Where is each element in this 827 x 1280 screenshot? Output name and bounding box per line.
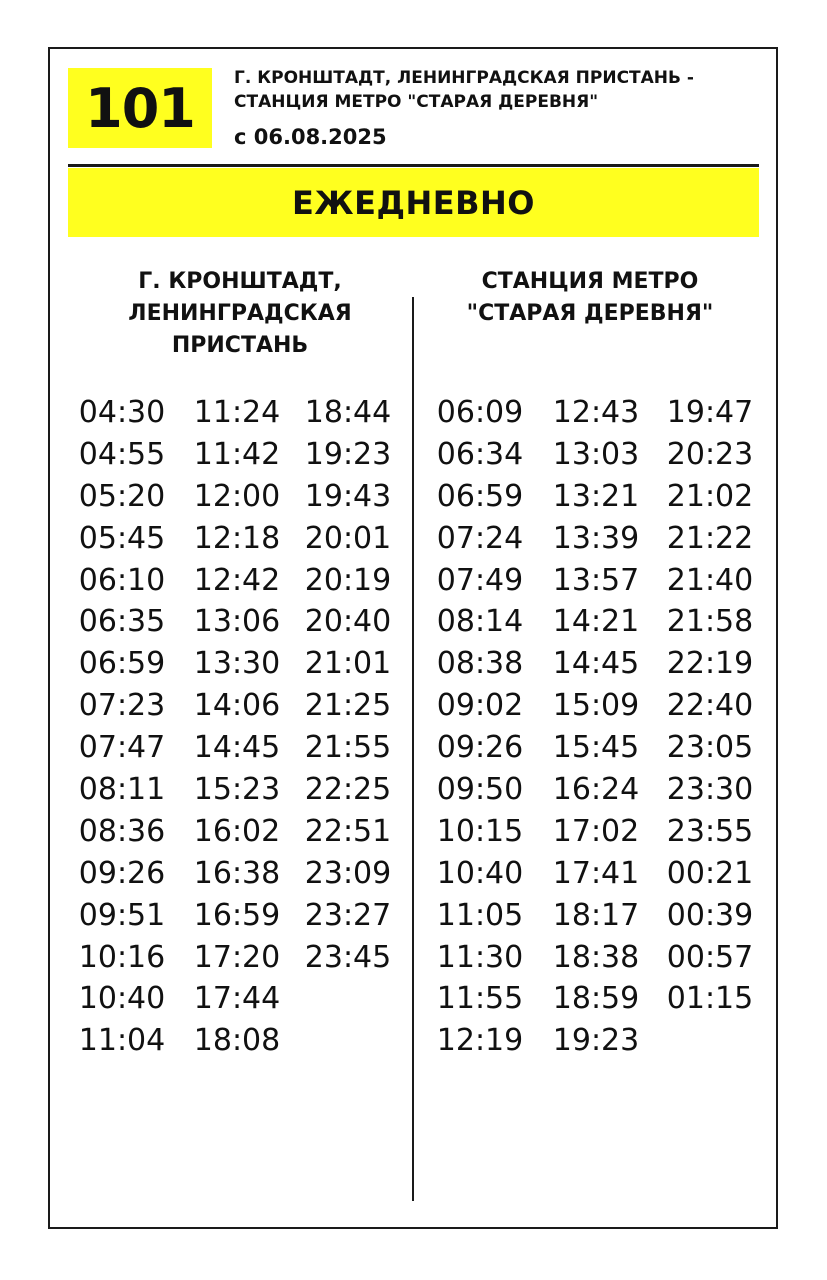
departure-time: 11:05 — [436, 897, 524, 933]
direction-heading-line: ЛЕНИНГРАДСКАЯ — [128, 301, 352, 326]
departure-time: 13:57 — [552, 562, 640, 598]
departure-time: 21:25 — [304, 688, 392, 724]
departure-time: 23:05 — [666, 730, 754, 766]
departure-time: 18:38 — [552, 939, 640, 975]
departure-time: 12:42 — [193, 562, 281, 598]
departure-time: 22:19 — [666, 646, 754, 682]
days-label: ЕЖЕДНЕВНО — [292, 183, 535, 222]
departure-time: 06:59 — [436, 478, 524, 514]
departure-time: 12:19 — [436, 1023, 524, 1059]
departure-time: 13:30 — [193, 646, 281, 682]
departure-time: 06:09 — [436, 395, 524, 430]
departure-time: 21:58 — [666, 604, 754, 640]
departure-time: 09:50 — [436, 772, 524, 808]
departure-time: 06:34 — [436, 436, 524, 472]
departure-time: 21:22 — [666, 520, 754, 556]
departure-time: 13:39 — [552, 520, 640, 556]
departure-time: 20:40 — [304, 604, 392, 640]
departure-time: 10:40 — [436, 855, 524, 891]
departure-time: 08:11 — [78, 772, 166, 808]
route-title — [234, 66, 774, 114]
departure-time: 14:06 — [193, 688, 281, 724]
departure-time: 19:43 — [304, 478, 392, 514]
departure-time: 08:14 — [436, 604, 524, 640]
departure-time: 07:49 — [436, 562, 524, 598]
departure-time: 18:44 — [304, 395, 392, 430]
departure-time: 16:38 — [193, 855, 281, 891]
departure-time: 21:40 — [666, 562, 754, 598]
departure-time: 09:51 — [78, 897, 166, 933]
departure-time: 22:40 — [666, 688, 754, 724]
departure-time: 11:42 — [193, 436, 281, 472]
departure-time: 12:43 — [552, 395, 640, 430]
departure-time: 21:55 — [304, 730, 392, 766]
departure-time: 16:02 — [193, 813, 281, 849]
departure-time: 04:30 — [78, 395, 166, 430]
times-column — [656, 392, 764, 1020]
departure-time: 15:23 — [193, 772, 281, 808]
times-column — [542, 392, 650, 1062]
departure-time: 11:24 — [193, 395, 281, 430]
departure-time: 07:47 — [78, 730, 166, 766]
departure-time: 23:30 — [666, 772, 754, 808]
departure-time: 18:17 — [552, 897, 640, 933]
route-number: 101 — [85, 76, 195, 140]
departure-time: 12:00 — [193, 478, 281, 514]
departure-time: 23:27 — [304, 897, 392, 933]
departure-time: 13:21 — [552, 478, 640, 514]
departure-time: 09:26 — [436, 730, 524, 766]
departure-time: 15:09 — [552, 688, 640, 724]
departure-time: 20:19 — [304, 562, 392, 598]
departure-time: 01:15 — [666, 981, 754, 1017]
departure-time: 17:41 — [552, 855, 640, 891]
departure-time: 18:59 — [552, 981, 640, 1017]
departure-time: 22:25 — [304, 772, 392, 808]
departure-time: 09:02 — [436, 688, 524, 724]
departure-time: 15:45 — [552, 730, 640, 766]
days-banner — [68, 168, 759, 237]
departure-time: 09:26 — [78, 855, 166, 891]
departure-time: 11:55 — [436, 981, 524, 1017]
header-rule — [68, 164, 759, 167]
times-column — [68, 392, 176, 1062]
departure-time: 22:51 — [304, 813, 392, 849]
departure-time: 06:35 — [78, 604, 166, 640]
departure-time: 08:36 — [78, 813, 166, 849]
departure-time: 23:55 — [666, 813, 754, 849]
times-column — [183, 392, 291, 1062]
departure-time: 19:23 — [304, 436, 392, 472]
departure-time: 00:39 — [666, 897, 754, 933]
departure-time: 10:40 — [78, 981, 166, 1017]
departure-time: 13:03 — [552, 436, 640, 472]
departure-time: 20:23 — [666, 436, 754, 472]
column-divider — [412, 297, 414, 1201]
departure-time: 08:38 — [436, 646, 524, 682]
route-number-badge — [68, 68, 212, 148]
departure-time: 00:57 — [666, 939, 754, 975]
departure-time: 23:45 — [304, 939, 392, 975]
departure-time: 10:16 — [78, 939, 166, 975]
direction-heading-line: СТАНЦИЯ МЕТРО — [481, 269, 699, 294]
departure-time: 19:23 — [552, 1023, 640, 1059]
departure-time: 14:21 — [552, 604, 640, 640]
departure-time: 13:06 — [193, 604, 281, 640]
departure-time: 06:10 — [78, 562, 166, 598]
departure-time: 16:59 — [193, 897, 281, 933]
departure-time: 14:45 — [193, 730, 281, 766]
times-column — [294, 392, 402, 978]
departure-time: 07:24 — [436, 520, 524, 556]
departure-time: 23:09 — [304, 855, 392, 891]
times-column — [426, 392, 534, 1062]
departure-time: 17:02 — [552, 813, 640, 849]
departure-time: 16:24 — [552, 772, 640, 808]
departure-time: 11:30 — [436, 939, 524, 975]
direction-heading-line: "СТАРАЯ ДЕРЕВНЯ" — [466, 301, 714, 326]
route-title-line-1: Г. КРОНШТАДТ, ЛЕНИНГРАДСКАЯ ПРИСТАНЬ - — [234, 68, 694, 88]
departure-time: 21:01 — [304, 646, 392, 682]
direction-heading-line: Г. КРОНШТАДТ, — [138, 269, 342, 294]
valid-from-date: с 06.08.2025 — [234, 125, 387, 149]
direction-heading-kronshtadt — [68, 266, 412, 362]
direction-heading-line: ПРИСТАНЬ — [171, 333, 309, 358]
departure-time: 05:20 — [78, 478, 166, 514]
departure-time: 05:45 — [78, 520, 166, 556]
departure-time: 18:08 — [193, 1023, 281, 1059]
departure-time: 00:21 — [666, 855, 754, 891]
departure-time: 17:44 — [193, 981, 281, 1017]
departure-time: 17:20 — [193, 939, 281, 975]
departure-time: 11:04 — [78, 1023, 166, 1059]
departure-time: 06:59 — [78, 646, 166, 682]
departure-time: 20:01 — [304, 520, 392, 556]
departure-time: 21:02 — [666, 478, 754, 514]
departure-time: 19:47 — [666, 395, 754, 430]
departure-time: 10:15 — [436, 813, 524, 849]
departure-time: 14:45 — [552, 646, 640, 682]
departure-time: 12:18 — [193, 520, 281, 556]
route-title-line-2: СТАНЦИЯ МЕТРО "СТАРАЯ ДЕРЕВНЯ" — [234, 92, 599, 112]
direction-heading-metro — [420, 266, 760, 330]
departure-time: 07:23 — [78, 688, 166, 724]
departure-time: 04:55 — [78, 436, 166, 472]
